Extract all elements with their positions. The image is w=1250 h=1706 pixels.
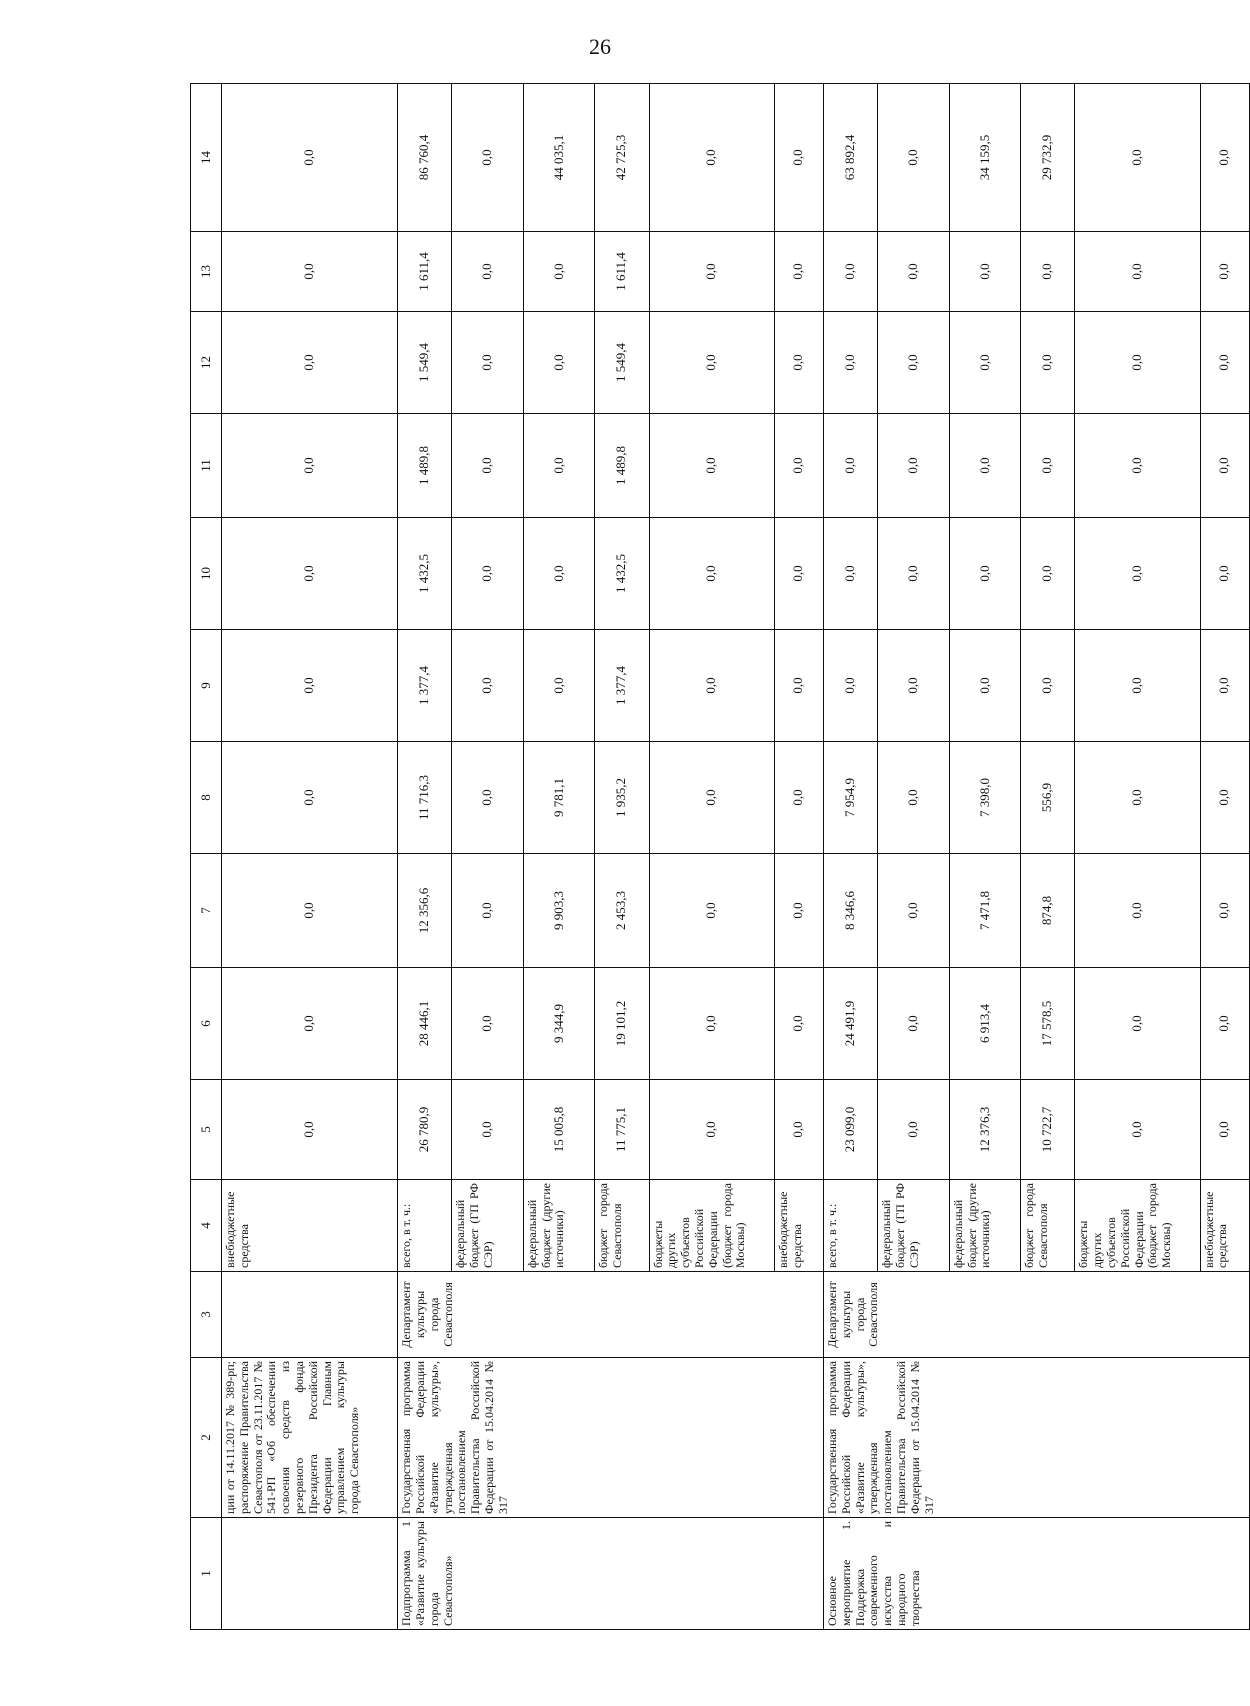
value-cell: 0,0 (222, 84, 398, 232)
value-cell: 6 913,4 (949, 968, 1020, 1080)
value-cell: 0,0 (878, 1080, 949, 1180)
value-cell: 86 760,4 (398, 84, 452, 232)
value-cell: 0,0 (222, 742, 398, 854)
value-cell: 28 446,1 (398, 968, 452, 1080)
value-cell: 0,0 (452, 232, 523, 312)
funding-source-cell: бюджет города Севастополя (595, 1180, 649, 1272)
value-cell: 0,0 (1075, 742, 1200, 854)
value-cell: 1 549,4 (595, 312, 649, 414)
value-cell: 0,0 (1021, 414, 1075, 518)
value-cell: 0,0 (222, 312, 398, 414)
value-cell: 0,0 (649, 742, 774, 854)
value-cell: 12 376,3 (949, 1080, 1020, 1180)
value-cell: 0,0 (523, 518, 594, 630)
value-cell: 0,0 (774, 84, 823, 232)
value-cell: 2 453,3 (595, 854, 649, 968)
value-cell: 1 611,4 (398, 232, 452, 312)
value-cell: 0,0 (1200, 854, 1249, 968)
budget-table (190, 83, 1250, 1630)
value-cell: 24 491,9 (824, 968, 878, 1080)
value-cell: 11 716,3 (398, 742, 452, 854)
value-cell: 9 344,9 (523, 968, 594, 1080)
value-cell: 0,0 (774, 630, 823, 742)
value-cell: 34 159,5 (949, 84, 1020, 232)
funding-source-cell: внебюджетные средства (774, 1180, 823, 1272)
value-cell: 0,0 (1075, 630, 1200, 742)
value-cell: 0,0 (878, 742, 949, 854)
value-cell: 63 892,4 (824, 84, 878, 232)
value-cell: 0,0 (1021, 312, 1075, 414)
legal-basis-cell: Государственная программа Российской Федерации «Развитие культуры», утвержденная постановлением Правительства Российской Федерации от 15.04.2014 № 317 (824, 1358, 1250, 1518)
funding-source-cell: внебюджетные средства (1200, 1180, 1249, 1272)
value-cell: 874,8 (1021, 854, 1075, 968)
value-cell: 0,0 (774, 232, 823, 312)
value-cell: 0,0 (878, 630, 949, 742)
value-cell: 0,0 (824, 232, 878, 312)
value-cell: 556,9 (1021, 742, 1075, 854)
value-cell: 0,0 (452, 414, 523, 518)
funding-source-cell: всего, в т. ч.: (398, 1180, 452, 1272)
column-header: 1 (191, 1518, 222, 1630)
value-cell: 0,0 (824, 414, 878, 518)
value-cell: 0,0 (949, 312, 1020, 414)
value-cell: 1 935,2 (595, 742, 649, 854)
value-cell: 0,0 (878, 232, 949, 312)
value-cell: 1 489,8 (595, 414, 649, 518)
value-cell: 0,0 (222, 518, 398, 630)
value-cell: 0,0 (649, 630, 774, 742)
legal-basis-cell: ции от 14.11.2017 № 389-рп; распоряжение Правительства Севастополя от 23.11.2017 № 541-РП «Об обеспечении освоения средств из резервного фонда Президента Российской Федерации Главным управлением культуры города Севастополя» (222, 1358, 398, 1518)
value-cell: 0,0 (774, 742, 823, 854)
value-cell: 0,0 (824, 518, 878, 630)
value-cell: 0,0 (949, 232, 1020, 312)
value-cell: 7 954,9 (824, 742, 878, 854)
value-cell: 0,0 (523, 414, 594, 518)
column-header: 10 (191, 518, 222, 630)
value-cell: 9 781,1 (523, 742, 594, 854)
item-name-cell: Основное мероприятие 1. Поддержка современного искусства и народного творчества (824, 1518, 1250, 1630)
value-cell: 10 722,7 (1021, 1080, 1075, 1180)
value-cell: 0,0 (649, 232, 774, 312)
table-row (398, 84, 452, 1630)
value-cell: 1 377,4 (398, 630, 452, 742)
value-cell: 0,0 (649, 854, 774, 968)
value-cell: 0,0 (1075, 1080, 1200, 1180)
value-cell: 42 725,3 (595, 84, 649, 232)
table-row (222, 84, 398, 1630)
value-cell: 0,0 (649, 968, 774, 1080)
value-cell: 23 099,0 (824, 1080, 878, 1180)
value-cell: 11 775,1 (595, 1080, 649, 1180)
column-header: 6 (191, 968, 222, 1080)
column-header: 5 (191, 1080, 222, 1180)
funding-source-cell: федеральный бюджет (другие источники) (523, 1180, 594, 1272)
value-cell: 0,0 (222, 232, 398, 312)
column-header: 9 (191, 630, 222, 742)
value-cell: 0,0 (1200, 312, 1249, 414)
value-cell: 0,0 (824, 630, 878, 742)
value-cell: 0,0 (222, 968, 398, 1080)
value-cell: 17 578,5 (1021, 968, 1075, 1080)
value-cell: 0,0 (1200, 630, 1249, 742)
value-cell: 0,0 (774, 414, 823, 518)
legal-basis-cell: Государственная программа Российской Федерации «Развитие культуры», утвержденная постановлением Правительства Российской Федерации от 15.04.2014 № 317 (398, 1358, 824, 1518)
value-cell: 1 611,4 (595, 232, 649, 312)
value-cell: 0,0 (222, 414, 398, 518)
value-cell: 0,0 (1075, 968, 1200, 1080)
value-cell: 0,0 (1021, 232, 1075, 312)
value-cell: 0,0 (949, 630, 1020, 742)
column-header: 12 (191, 312, 222, 414)
value-cell: 0,0 (649, 414, 774, 518)
value-cell: 0,0 (523, 630, 594, 742)
value-cell: 0,0 (878, 854, 949, 968)
value-cell: 0,0 (1021, 518, 1075, 630)
column-header: 2 (191, 1358, 222, 1518)
value-cell: 0,0 (1200, 742, 1249, 854)
value-cell: 1 432,5 (398, 518, 452, 630)
value-cell: 1 377,4 (595, 630, 649, 742)
rotated-table-sheet (190, 84, 1250, 1630)
funding-source-cell: бюджеты других субъектов Российской Федерации (бюджет города Москвы) (1075, 1180, 1200, 1272)
value-cell: 19 101,2 (595, 968, 649, 1080)
value-cell: 15 005,8 (523, 1080, 594, 1180)
value-cell: 0,0 (878, 968, 949, 1080)
value-cell: 1 549,4 (398, 312, 452, 414)
value-cell: 7 398,0 (949, 742, 1020, 854)
executor-cell: Департамент культуры города Севастополя (398, 1272, 824, 1358)
funding-source-cell: бюджеты других субъектов Российской Федерации (бюджет города Москвы) (649, 1180, 774, 1272)
funding-source-cell: федеральный бюджет (ГП РФ СЭР) (878, 1180, 949, 1272)
funding-source-cell: федеральный бюджет (другие источники) (949, 1180, 1020, 1272)
value-cell: 0,0 (1075, 84, 1200, 232)
page-number: 26 (589, 34, 611, 59)
value-cell: 0,0 (774, 854, 823, 968)
value-cell: 0,0 (1200, 232, 1249, 312)
funding-source-cell: всего, в т. ч.: (824, 1180, 878, 1272)
column-header: 7 (191, 854, 222, 968)
column-header: 13 (191, 232, 222, 312)
value-cell: 0,0 (452, 742, 523, 854)
value-cell: 0,0 (1200, 1080, 1249, 1180)
value-cell: 0,0 (452, 312, 523, 414)
executor-cell (222, 1272, 398, 1358)
value-cell: 0,0 (649, 312, 774, 414)
value-cell: 7 471,8 (949, 854, 1020, 968)
value-cell: 0,0 (949, 414, 1020, 518)
value-cell: 0,0 (1200, 968, 1249, 1080)
value-cell: 0,0 (523, 232, 594, 312)
column-header: 14 (191, 84, 222, 232)
value-cell: 8 346,6 (824, 854, 878, 968)
value-cell: 0,0 (824, 312, 878, 414)
value-cell: 0,0 (878, 312, 949, 414)
value-cell: 0,0 (878, 84, 949, 232)
value-cell: 29 732,9 (1021, 84, 1075, 232)
value-cell: 0,0 (1200, 518, 1249, 630)
funding-source-cell: федеральный бюджет (ГП РФ СЭР) (452, 1180, 523, 1272)
value-cell: 0,0 (452, 518, 523, 630)
column-header: 3 (191, 1272, 222, 1358)
column-header: 4 (191, 1180, 222, 1272)
value-cell: 0,0 (1021, 630, 1075, 742)
executor-cell: Департамент культуры города Севастополя (824, 1272, 1250, 1358)
value-cell: 0,0 (452, 1080, 523, 1180)
value-cell: 1 489,8 (398, 414, 452, 518)
value-cell: 9 903,3 (523, 854, 594, 968)
header-row (191, 84, 222, 1630)
value-cell: 0,0 (1200, 84, 1249, 232)
column-header: 8 (191, 742, 222, 854)
value-cell: 0,0 (1075, 232, 1200, 312)
value-cell: 0,0 (949, 518, 1020, 630)
item-name-cell: Подпрограмма 1 «Развитие культуры города Севастополя» (398, 1518, 824, 1630)
value-cell: 0,0 (222, 1080, 398, 1180)
value-cell: 12 356,6 (398, 854, 452, 968)
value-cell: 0,0 (1075, 414, 1200, 518)
value-cell: 0,0 (1200, 414, 1249, 518)
value-cell: 0,0 (452, 84, 523, 232)
value-cell: 0,0 (1075, 854, 1200, 968)
value-cell: 0,0 (222, 854, 398, 968)
value-cell: 0,0 (878, 414, 949, 518)
value-cell: 0,0 (649, 1080, 774, 1180)
value-cell: 0,0 (452, 854, 523, 968)
value-cell: 0,0 (452, 630, 523, 742)
value-cell: 0,0 (1075, 312, 1200, 414)
value-cell: 0,0 (1075, 518, 1200, 630)
item-name-cell (222, 1518, 398, 1630)
value-cell: 26 780,9 (398, 1080, 452, 1180)
funding-source-cell: внебюджетные средства (222, 1180, 398, 1272)
value-cell: 44 035,1 (523, 84, 594, 232)
value-cell: 0,0 (774, 518, 823, 630)
value-cell: 0,0 (523, 312, 594, 414)
value-cell: 0,0 (649, 518, 774, 630)
value-cell: 0,0 (649, 84, 774, 232)
table-row (824, 84, 878, 1630)
value-cell: 0,0 (878, 518, 949, 630)
value-cell: 0,0 (774, 1080, 823, 1180)
value-cell: 0,0 (774, 968, 823, 1080)
funding-source-cell: бюджет города Севастополя (1021, 1180, 1075, 1272)
value-cell: 1 432,5 (595, 518, 649, 630)
value-cell: 0,0 (774, 312, 823, 414)
value-cell: 0,0 (222, 630, 398, 742)
column-header: 11 (191, 414, 222, 518)
value-cell: 0,0 (452, 968, 523, 1080)
